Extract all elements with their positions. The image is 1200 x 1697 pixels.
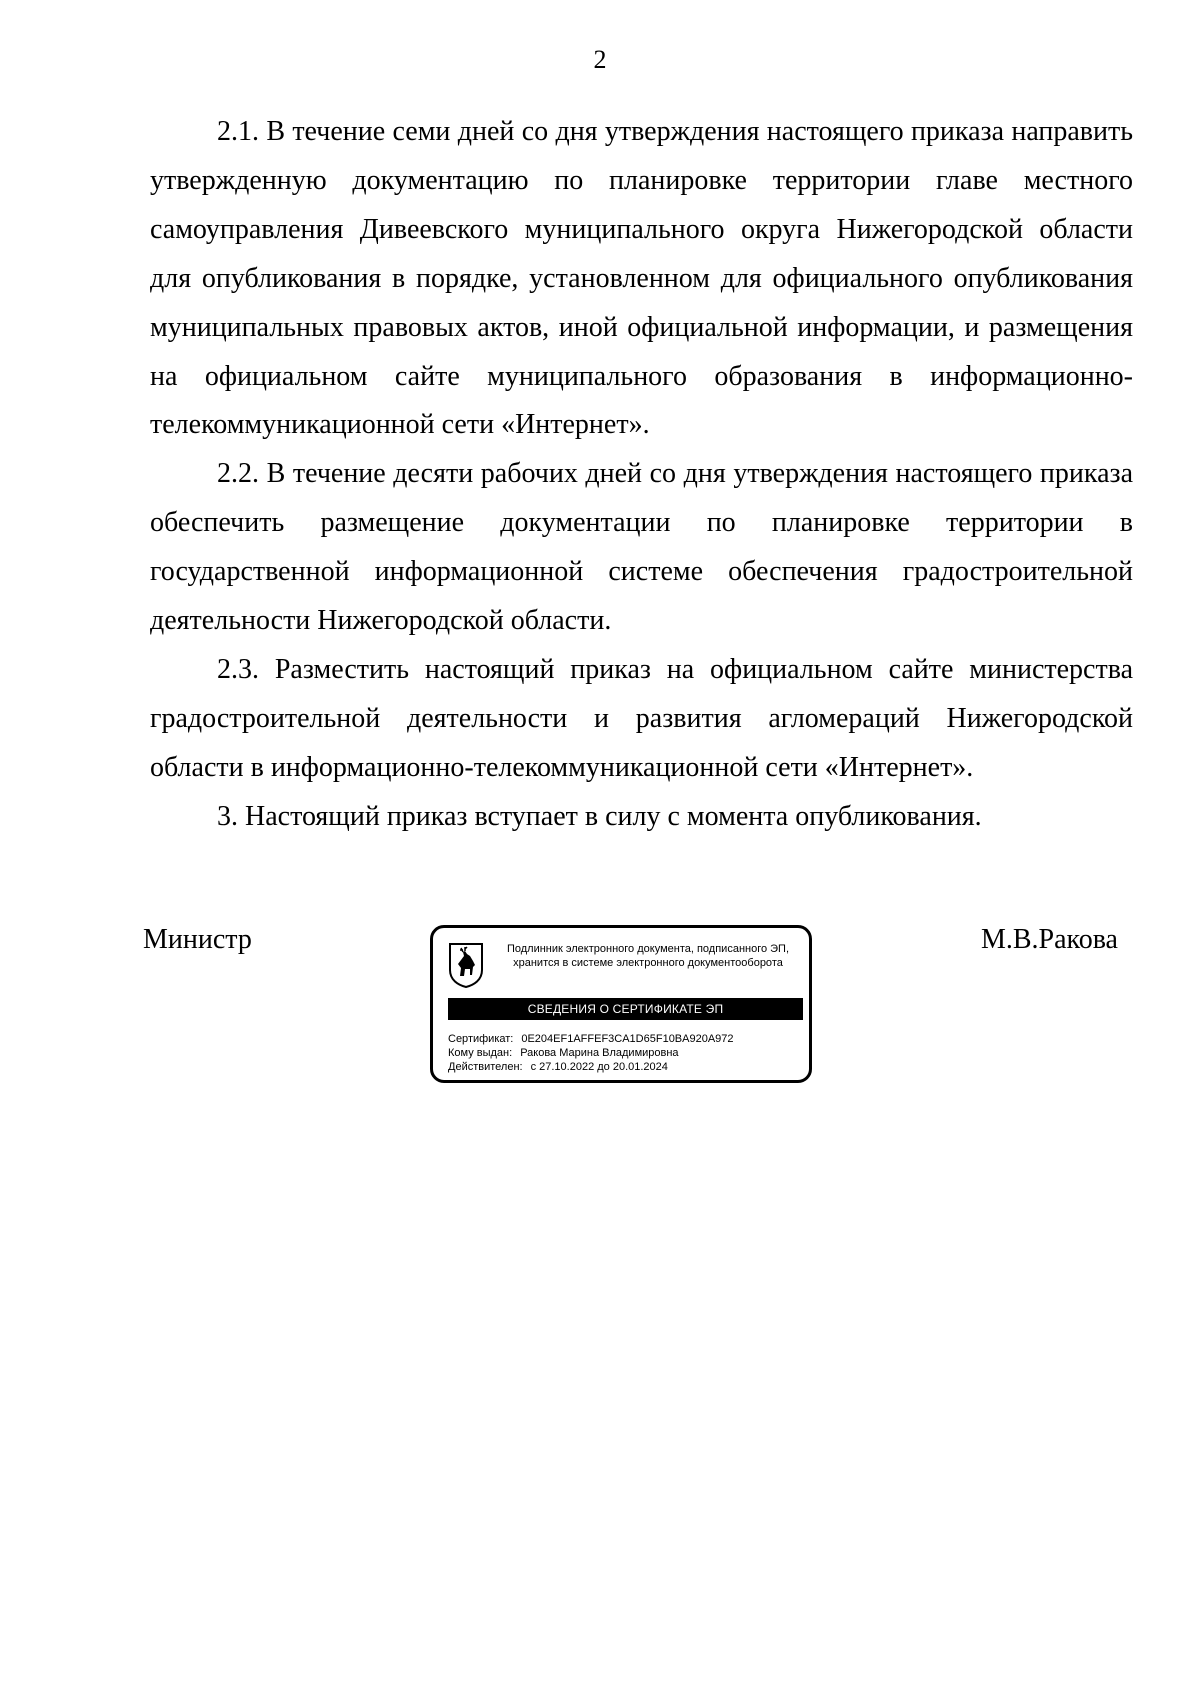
electronic-signature-stamp: [430, 925, 812, 1083]
stamp-header-line-2: хранится в системе электронного документооборота: [513, 957, 783, 969]
issued-to-line: [448, 1046, 804, 1060]
document-body: [150, 108, 1133, 842]
issued-to-label: Кому выдан:: [448, 1047, 513, 1059]
stamp-title-bar: СВЕДЕНИЯ О СЕРТИФИКАТЕ ЭП: [448, 998, 803, 1020]
paragraph-3: 3. Настоящий приказ вступает в силу с момента опубликования.: [217, 800, 982, 832]
signer-position: Министр: [143, 924, 252, 955]
paragraph-2-3: 2.3. Разместить настоящий приказ на официальном сайте министерства градостроительной деятельности и развития агломераций Нижегородской области в информационно-телекоммуникационной сети «Интернет».: [150, 653, 1133, 783]
page-number: 2: [593, 45, 607, 74]
stamp-details: [448, 1032, 804, 1074]
nizhny-novgorod-deer-emblem-icon: [448, 942, 484, 988]
issued-to-value: Ракова Марина Владимировна: [520, 1047, 679, 1059]
validity-value: с 27.10.2022 до 20.01.2024: [530, 1061, 668, 1073]
validity-label: Действителен:: [448, 1061, 523, 1073]
paragraph-2-2: 2.2. В течение десяти рабочих дней со дня утверждения настоящего приказа обеспечить размещение документации по планировке территории в государственной информационной системе обеспечения градостроительной деятельности Нижегородской области.: [150, 458, 1133, 637]
certificate-value: 0E204EF1AFFEF3CA1D65F10BA920A972: [521, 1033, 734, 1045]
signer-name: М.В.Ракова: [980, 924, 1118, 955]
paragraph-2-1: 2.1. В течение семи дней со дня утверждения настоящего приказа направить утвержденную документацию по планировке территории главе местного самоуправления Дивеевского муниципального округа Нижегородской области для опубликования в порядке, установленном для официального опубликования муниципальных правовых актов, иной официальной информации, и размещения на официальном сайте муниципального образования в информационно-телекоммуникационной сети «Интернет».: [150, 116, 1133, 441]
certificate-label: Сертификат:: [448, 1033, 514, 1045]
stamp-header-line-1: Подлинник электронного документа, подписанного ЭП,: [506, 943, 790, 955]
stamp-header: [491, 942, 805, 970]
certificate-line: [448, 1032, 804, 1046]
validity-line: [448, 1060, 804, 1074]
